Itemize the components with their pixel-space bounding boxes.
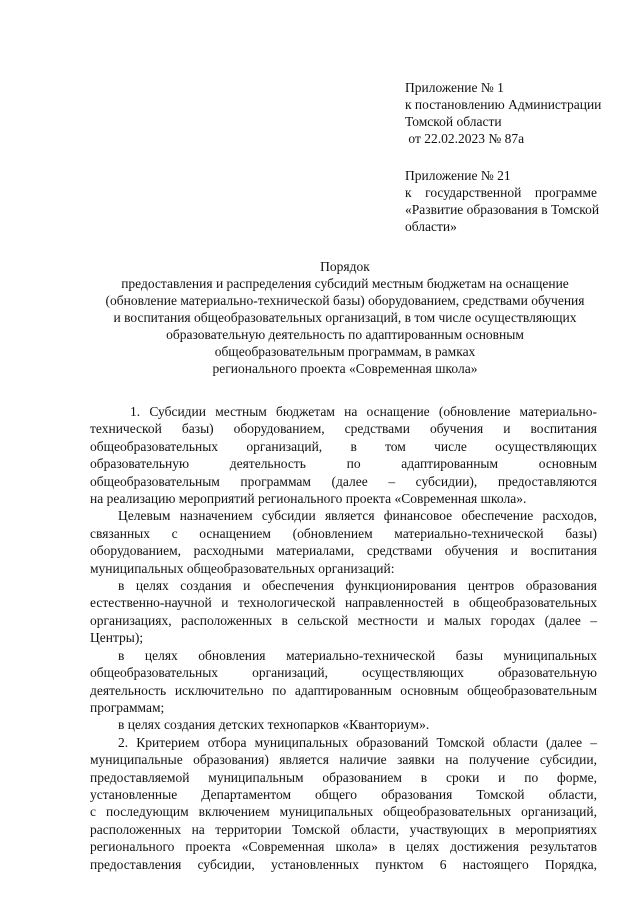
title-line: регионального проекта «Современная школа» — [212, 361, 478, 376]
title-line: общеобразовательным программам, в рамках — [214, 344, 476, 359]
list-item-centers-line: естественно-научной и технологической направленностей в общеобразовательных — [90, 595, 597, 611]
document-body — [90, 403, 597, 873]
paragraph-purpose-line: Целевым назначением субсидии является финансовое обеспечение расходов, — [118, 508, 597, 524]
title-line: (обновление материально-технической базы) оборудованием, средствами обучения — [105, 293, 585, 308]
title-line: образовательную деятельность по адаптированным основным — [166, 327, 524, 342]
paragraph-2-line: расположенных на территории Томской области, участвующих в мероприятиях — [90, 821, 597, 837]
appendix-1-line: Томской области — [405, 114, 502, 129]
list-item-kvantorium-line: в целях создания детских технопарков «Кванториум». — [118, 717, 430, 733]
appendix-1-line: к постановлению Администрации — [405, 97, 602, 112]
appendix-21-line: к государственной программе — [405, 185, 597, 200]
paragraph-purpose-line: оборудованием, расходными материалами, средствами обучения и воспитания — [90, 543, 597, 559]
paragraph-2-line: 2. Критерием отбора муниципальных образований Томской области (далее – — [118, 734, 597, 750]
appendix-21-line: области» — [405, 219, 457, 234]
appendix-1-header — [405, 79, 602, 147]
paragraph-2-line: установленные Департаментом общего образования Томской области, — [90, 786, 597, 802]
list-item-centers-line: организациях, расположенных в сельской местности и малых городах (далее – — [90, 612, 597, 628]
appendix-21-line: «Развитие образования в Томской — [405, 202, 600, 217]
paragraph-purpose-line: муниципальных общеобразовательных организаций: — [90, 560, 395, 576]
paragraph-1-line: образовательную деятельность по адаптированным основным — [90, 456, 597, 472]
paragraph-2-line: предоставления субсидии, установленных пунктом 6 настоящего Порядка, — [90, 856, 597, 872]
paragraph-1-line: 1. Субсидии местным бюджетам на оснащение (обновление материально- — [130, 404, 597, 419]
paragraph-2-line: муниципальные образования) является наличие заявки на получение субсидии, — [90, 752, 597, 768]
paragraph-1-line: общеобразовательным программам (далее – субсидии), предоставляются — [90, 473, 597, 489]
appendix-1-line: Приложение № 1 — [405, 80, 504, 95]
document-title — [80, 258, 610, 377]
title-line: Порядок — [320, 259, 370, 274]
list-item-centers-line: в целях создания и обеспечения функционирования центров образования — [118, 578, 597, 594]
paragraph-1-line: общеобразовательных организаций, в том числе осуществляющих — [90, 438, 597, 454]
list-item-base-update-line: деятельность исключительно по адаптированным основным общеобразовательным — [90, 682, 597, 698]
list-item-base-update-line: в целях обновления материально-технической базы муниципальных — [118, 647, 597, 663]
list-item-centers-line: Центры); — [90, 630, 144, 646]
paragraph-1-line: на реализацию мероприятий регионального проекта «Современная школа». — [90, 491, 527, 507]
list-item-base-update-line: программам; — [90, 699, 165, 715]
title-line: предоставления и распределения субсидий местным бюджетам на оснащение — [121, 276, 569, 291]
appendix-21-line: Приложение № 21 — [405, 168, 511, 183]
title-line: и воспитания общеобразовательных организаций, в том числе осуществляющих — [113, 310, 577, 325]
paragraph-2-line: предоставляемой муниципальным образованием в сроки и по форме, — [90, 769, 597, 785]
list-item-base-update-line: общеобразовательных организаций, осуществляющих образовательную — [90, 665, 597, 681]
appendix-1-line: от 22.02.2023 № 87а — [405, 131, 525, 146]
paragraph-1-line: технической базы) оборудованием, средствами обучения и воспитания — [90, 421, 597, 437]
paragraph-purpose-line: связанных с оснащением (обновлением материально-технической базы) — [90, 525, 597, 541]
paragraph-2-line: регионального проекта «Современная школа» в целях достижения результатов — [90, 839, 597, 855]
appendix-21-header — [405, 167, 600, 235]
paragraph-2-line: с последующим включением муниципальных общеобразовательных организаций, — [90, 804, 597, 820]
